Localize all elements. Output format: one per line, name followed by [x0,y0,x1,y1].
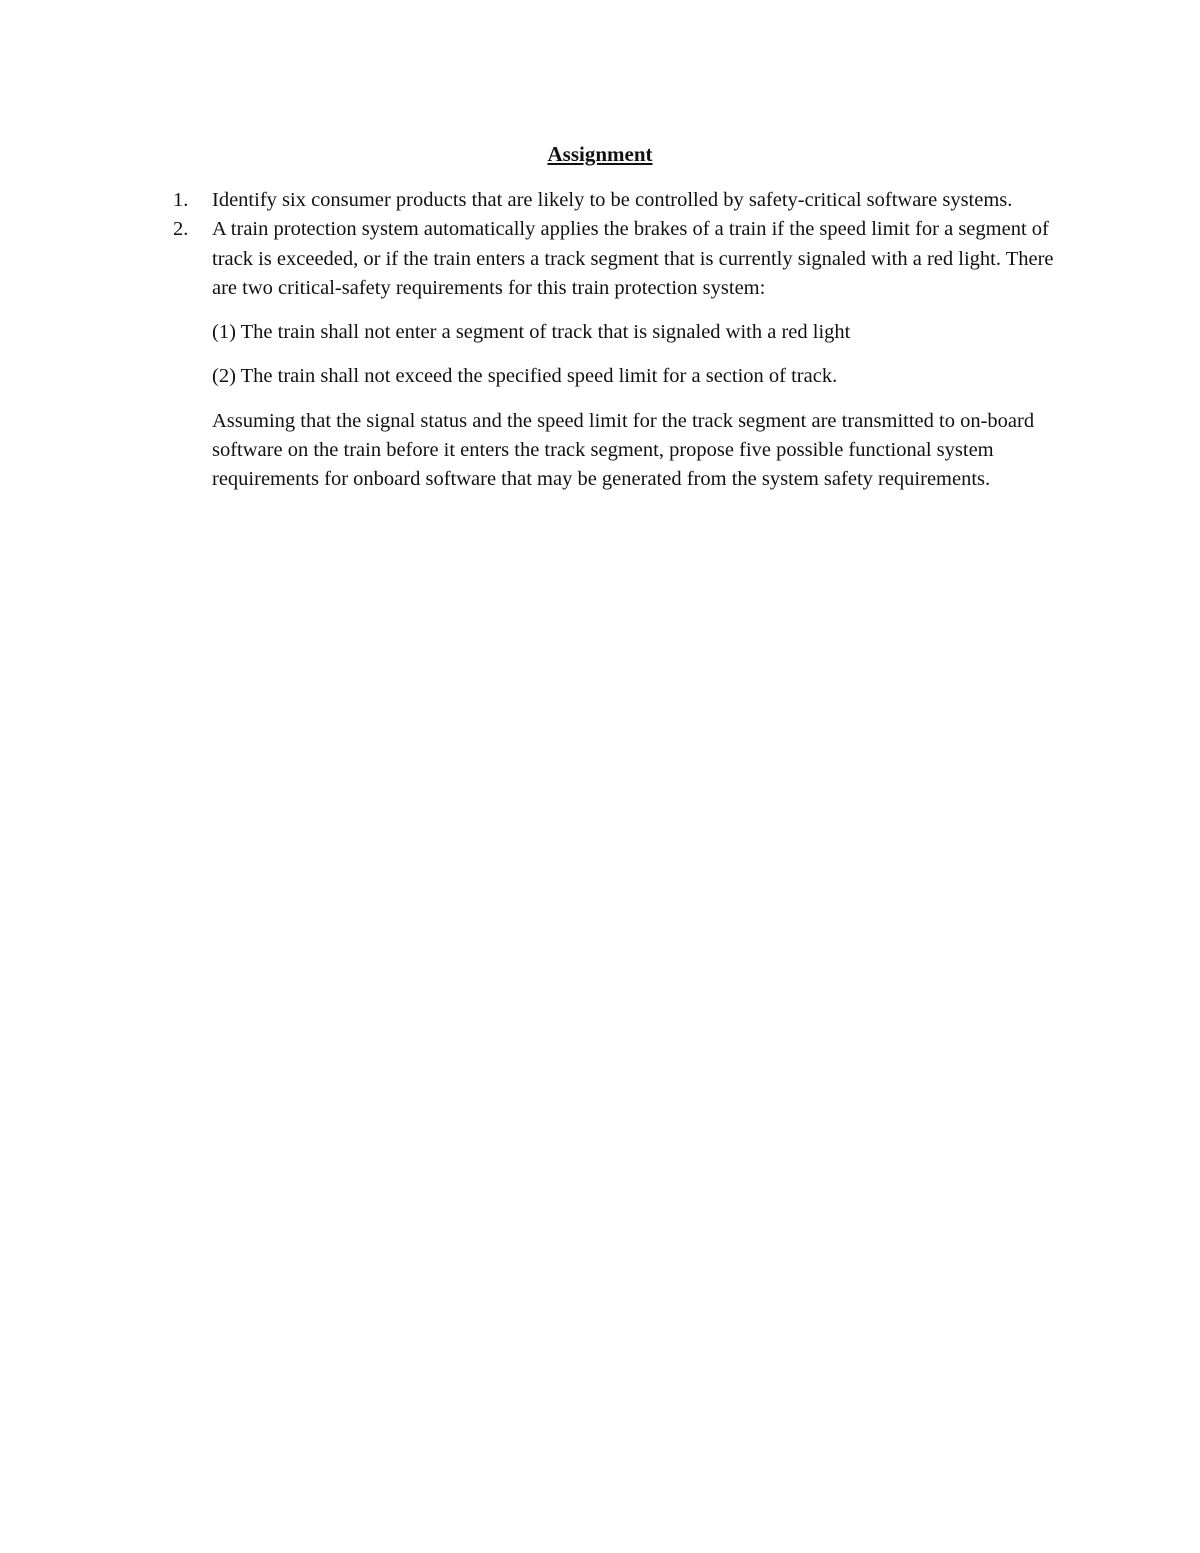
item-number: 2. [173,218,189,241]
item-text: A train protection system automatically applies the brakes of a train if the speed limit for a segment of track is exceeded, or if the train enters a track segment that is currently signaled with a red light. There are two critical-safety requirements for this train protection system: [212,218,1054,299]
item-number: 1. [173,189,189,211]
list-item-1 [168,186,1068,215]
requirement-2: (2) The train shall not exceed the specified speed limit for a section of track. [212,365,838,388]
list-item-2 [168,215,1068,494]
assignment-list [168,186,1068,495]
page-title: Assignment [547,142,653,166]
closing-paragraph: Assuming that the signal status and the speed limit for the track segment are transmitted to on-board software on the train before it enters the track segment, propose five possible functional system requirements for onboard software that may be generated from the system safety requirements. [212,409,1035,491]
item-text: Identify six consumer products that are likely to be controlled by safety-critical software systems. [212,189,1013,211]
requirement-1: (1) The train shall not enter a segment of track that is signaled with a red light [212,321,851,344]
